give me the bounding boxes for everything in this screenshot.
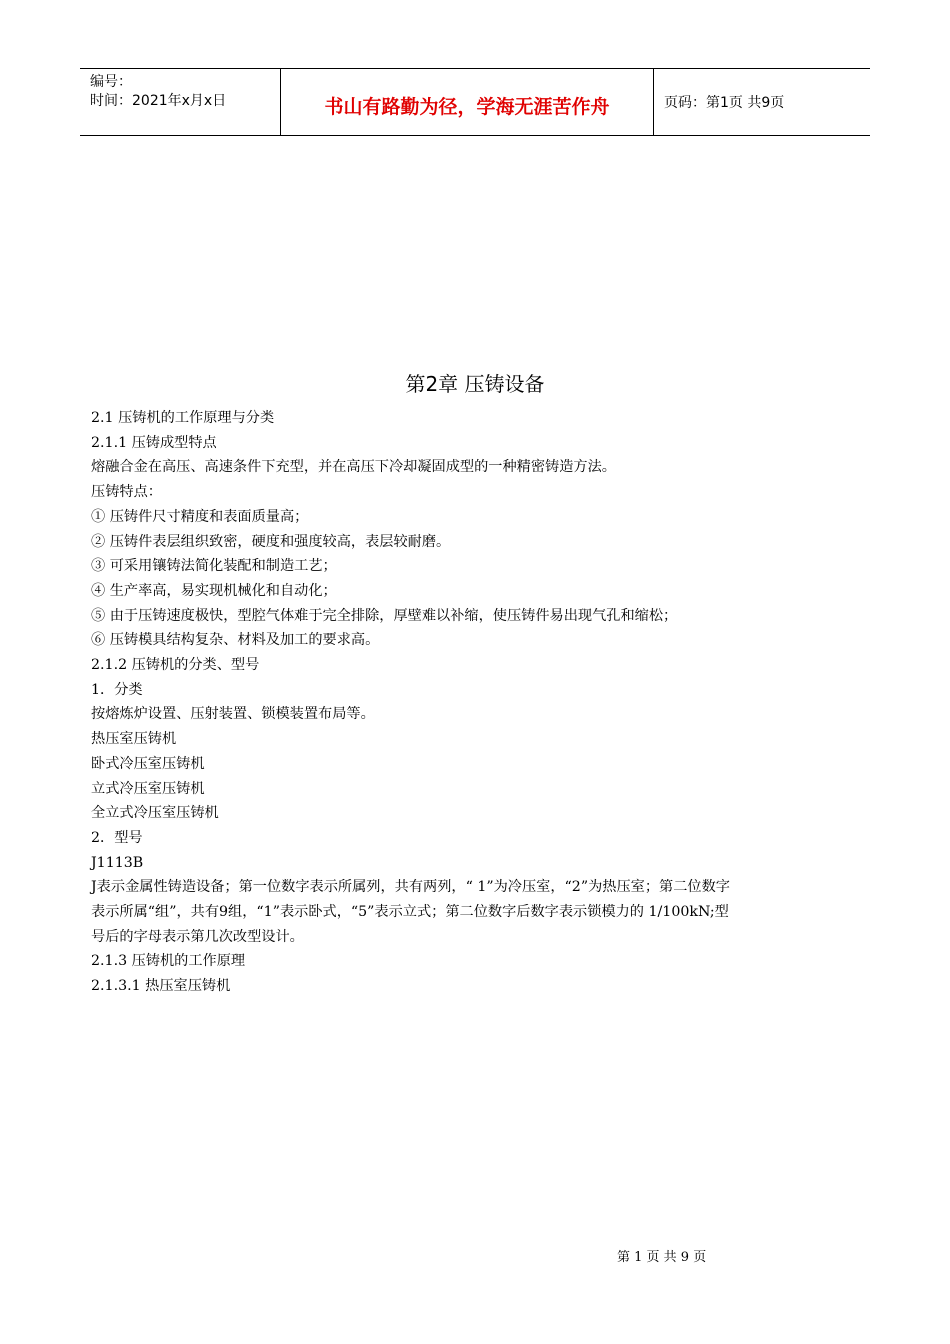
body-line: 2．型号 [91, 829, 143, 846]
body-line: ⑥ 压铸模具结构复杂、材料及加工的要求高。 [91, 632, 380, 649]
body-line: 立式冷压室压铸机 [91, 780, 205, 797]
body-line: 1．分类 [91, 681, 143, 698]
body-line: ② 压铸件表层组织致密，硬度和强度较高，表层较耐磨。 [91, 533, 451, 550]
chapter-title: 第2章 压铸设备 [405, 372, 545, 396]
body-line: 2.1.3 压铸机的工作原理 [91, 953, 246, 970]
header-meta-cell [80, 69, 281, 135]
body-line: J表示金属性铸造设备；第一位数字表示所属列，共有两列，“ 1”为冷压室，“2”为热压室；第二位数字 [91, 879, 730, 896]
body-line: 压铸特点： [91, 484, 162, 501]
body-line: 2.1.1 压铸成型特点 [91, 434, 217, 451]
document-body [91, 406, 861, 999]
body-line: J1113B [91, 854, 144, 871]
body-line: ③ 可采用镶铸法简化装配和制造工艺； [91, 558, 337, 575]
body-line: ⑤ 由于压铸速度极快，型腔气体难于完全排除，厚壁难以补缩，使压铸件易出现气孔和缩松； [91, 607, 678, 624]
body-line: 热压室压铸机 [91, 731, 177, 748]
header-page-info: 页码：第1页 共9页 [664, 95, 785, 111]
document-header [80, 68, 870, 136]
body-line: 2.1.3.1 热压室压铸机 [91, 978, 231, 995]
body-line: 熔融合金在高压、高速条件下充型，并在高压下冷却凝固成型的一种精密铸造方法。 [91, 459, 616, 476]
page-footer: 第 1 页 共 9 页 [617, 1250, 707, 1265]
body-line: 表示所属“组”，共有9组，“1”表示卧式，“5”表示立式；第二位数字后数字表示锁模力的 1/100kN;型 [91, 904, 729, 921]
body-line: 2.1.2 压铸机的分类、型号 [91, 657, 260, 674]
body-line: 2.1 压铸机的工作原理与分类 [91, 410, 275, 426]
body-line: ① 压铸件尺寸精度和表面质量高； [91, 508, 309, 525]
document-number-label: 编号： [90, 74, 132, 90]
body-line: 号后的字母表示第几次改型设计。 [91, 928, 304, 945]
header-motto: 书山有路勤为径，学海无涯苦作舟 [281, 69, 654, 135]
document-date-label: 时间：2021年x月x日 [90, 93, 227, 109]
body-line: ④ 生产率高，易实现机械化和自动化； [91, 582, 337, 599]
body-line: 按熔炼炉设置、压射装置、锁模装置布局等。 [91, 706, 375, 723]
body-line: 全立式冷压室压铸机 [91, 805, 219, 822]
body-line: 卧式冷压室压铸机 [91, 755, 205, 772]
